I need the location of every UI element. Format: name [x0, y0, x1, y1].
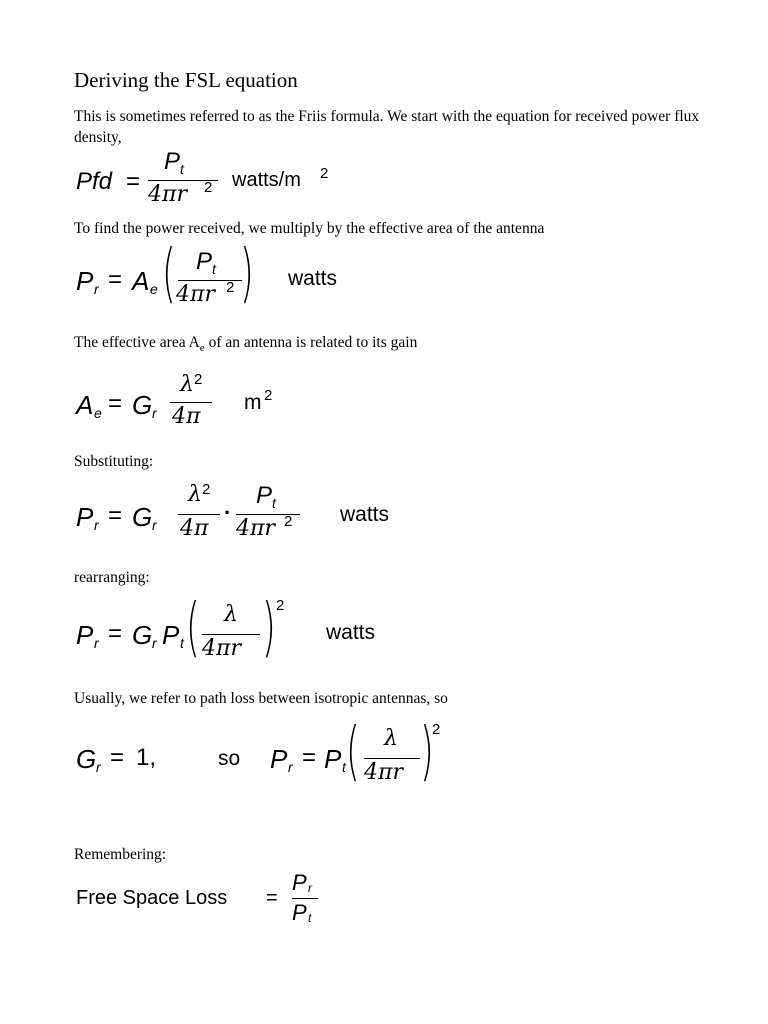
- denominator: 4πr: [176, 282, 215, 307]
- pt-subscript: t: [342, 759, 346, 775]
- gr-subscript: r: [152, 635, 157, 651]
- equals-sign-2: =: [302, 744, 317, 771]
- equals-sign: =: [108, 502, 123, 529]
- denominator-subscript: t: [308, 911, 312, 925]
- lambda: λ: [384, 726, 398, 751]
- lambda: λ: [224, 602, 238, 627]
- unit: watts: [326, 621, 376, 644]
- exponent: 2: [432, 721, 441, 738]
- denominator: 4πr: [148, 182, 187, 207]
- so-word: so: [218, 747, 241, 770]
- ae-symbol: A: [76, 390, 94, 420]
- gr-symbol: G: [132, 620, 153, 650]
- numerator-p: P: [256, 482, 273, 509]
- right-paren: ): [420, 715, 434, 789]
- ae-symbol: A: [132, 266, 150, 296]
- rearranged-equation: [76, 591, 436, 668]
- denominator-p: P: [292, 900, 307, 925]
- lambda: λ: [188, 482, 202, 507]
- pr-symbol: P: [76, 266, 94, 296]
- fsl-label: Free Space Loss: [76, 887, 228, 909]
- page-title: Deriving the FSL equation: [74, 68, 298, 92]
- paragraph-gain: The effective area $A_e$ of an antenna is related to its gain: [74, 334, 418, 355]
- lambda-exponent: 2: [202, 481, 211, 498]
- equals-sign: =: [126, 168, 141, 195]
- pr-subscript: r: [94, 281, 99, 297]
- fraction-bar: [364, 758, 420, 759]
- fraction-bar: [292, 898, 318, 899]
- substituted-equation: [76, 481, 436, 544]
- multiply-dot: ·: [224, 500, 232, 525]
- denominator-exponent: 2: [226, 279, 235, 296]
- numerator-subscript: t: [180, 161, 184, 177]
- pr-symbol: P: [76, 502, 94, 532]
- denominator-exponent: 2: [204, 179, 213, 196]
- numerator-p: P: [164, 148, 181, 175]
- gr-subscript: r: [152, 405, 157, 421]
- gr-symbol: G: [132, 390, 153, 420]
- gr-subscript: r: [96, 759, 101, 775]
- unit: watts/m: [232, 169, 301, 191]
- unit: watts: [288, 267, 338, 290]
- paragraph-remembering: Remembering:: [74, 846, 167, 863]
- denominator: 4πr: [202, 636, 241, 661]
- equals-sign: =: [108, 390, 123, 417]
- denominator-1: 4π: [180, 516, 209, 541]
- pt-symbol: P: [162, 620, 180, 650]
- equals-sign: =: [108, 620, 123, 647]
- unit: m: [244, 391, 262, 414]
- pt-symbol: P: [324, 744, 342, 774]
- lambda: λ: [180, 372, 194, 397]
- fraction-bar: [202, 634, 260, 635]
- denominator-exponent: 2: [284, 513, 293, 530]
- numerator-p: P: [196, 248, 213, 275]
- power-flux-density-equation: [76, 150, 376, 210]
- equals-sign: =: [108, 266, 123, 293]
- right-paren: ): [262, 591, 276, 665]
- left-paren: (: [346, 715, 360, 789]
- pr-subscript: r: [94, 517, 99, 533]
- ae-subscript: e: [150, 281, 158, 297]
- numerator-subscript: t: [212, 261, 216, 277]
- unit-exponent: 2: [264, 387, 273, 404]
- lambda-exponent: 2: [194, 371, 203, 388]
- paragraph-rearranging: rearranging:: [74, 569, 150, 586]
- gr-symbol: G: [132, 502, 153, 532]
- fraction-bar-1: [178, 514, 220, 515]
- gr-symbol: G: [76, 744, 97, 774]
- numerator-subscript: r: [308, 881, 312, 895]
- pr-subscript: r: [94, 635, 99, 651]
- denominator: 4πr: [364, 760, 403, 785]
- pr-symbol: P: [270, 744, 288, 774]
- paragraph-effective-area: To find the power received, we multiply by the effective area of the antenna: [74, 220, 545, 237]
- pfd-symbol: Pfd: [76, 168, 113, 195]
- denominator-2: 4πr: [236, 516, 275, 541]
- equals-sign: =: [110, 744, 125, 771]
- numerator-p: P: [292, 870, 307, 895]
- fraction-bar: [170, 402, 212, 403]
- isotropic-equation: [76, 715, 456, 790]
- paragraph-substituting: Substituting:: [74, 453, 154, 470]
- left-paren: (: [186, 591, 200, 665]
- pr-symbol: P: [76, 620, 94, 650]
- numerator-subscript: t: [272, 495, 276, 511]
- pr-subscript: r: [288, 759, 293, 775]
- left-paren: (: [162, 237, 176, 311]
- paragraph-isotropic: Usually, we refer to path loss between isotropic antennas, so: [74, 690, 448, 707]
- pt-subscript: t: [180, 635, 184, 651]
- unit-exponent: 2: [320, 165, 329, 182]
- equals-sign: =: [266, 887, 278, 909]
- gr-subscript: r: [152, 517, 157, 533]
- effective-area-equation: [76, 372, 336, 432]
- intro-paragraph: This is sometimes referred to as the Friis formula. We start with the equation for received power flux density,: [74, 108, 700, 146]
- ae-subscript: e: [94, 405, 102, 421]
- unit: watts: [340, 503, 390, 526]
- denominator: 4π: [172, 404, 201, 429]
- power-received-equation: [76, 237, 396, 314]
- right-paren: ): [240, 237, 254, 311]
- free-space-loss-equation: [76, 872, 376, 932]
- exponent: 2: [276, 597, 285, 614]
- one-value: 1,: [136, 744, 157, 771]
